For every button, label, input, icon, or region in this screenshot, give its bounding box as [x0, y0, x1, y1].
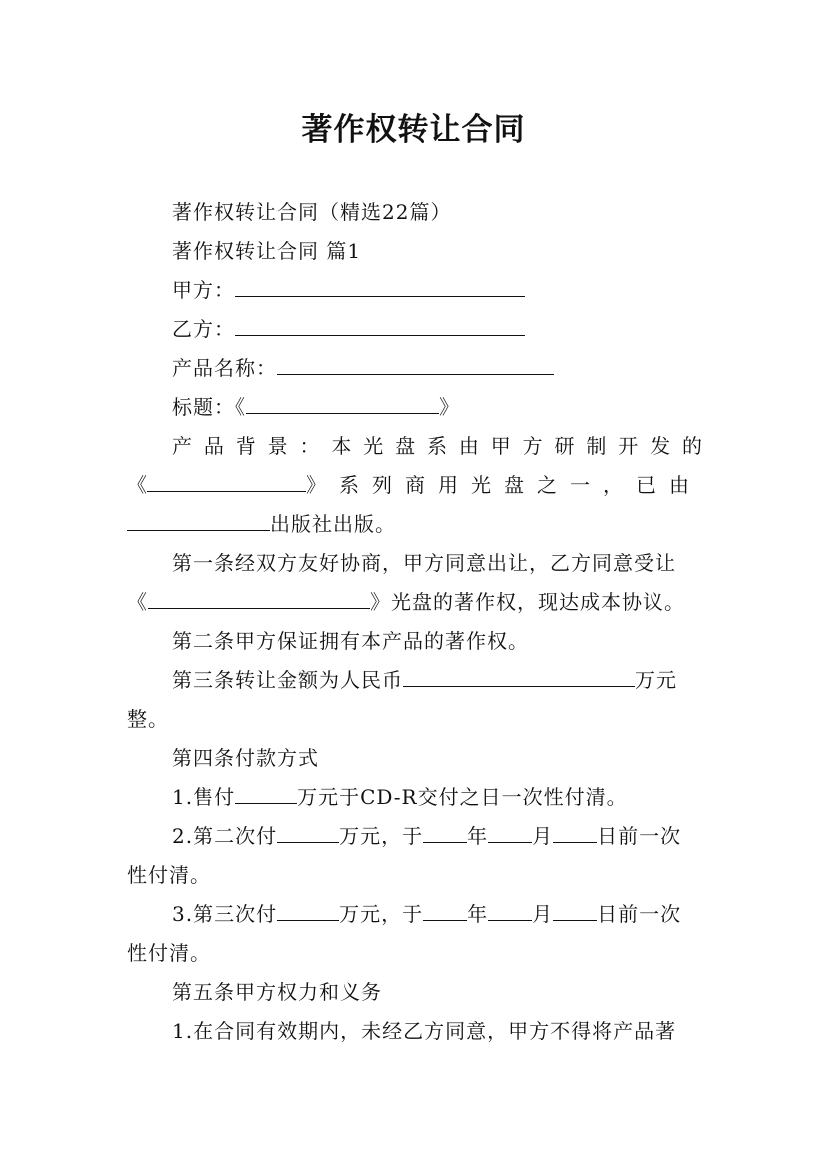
party-a-label: 甲方： — [172, 278, 235, 302]
payment-3-label: 3.第三次付 — [172, 902, 278, 926]
payment-3-day-blank[interactable] — [553, 900, 597, 921]
background-line-2 — [127, 471, 702, 499]
party-b-line — [172, 315, 525, 343]
payment-3-amount-blank[interactable] — [277, 900, 339, 921]
payment-1-label: 1.售付 — [172, 785, 236, 809]
disc-open: 《 — [127, 590, 148, 614]
payment-3-month-blank[interactable] — [488, 900, 532, 921]
heading-title-line — [172, 393, 460, 421]
disc-blank[interactable] — [148, 588, 370, 609]
payment-1-text: 万元于CD-R交付之日一次性付清。 — [297, 785, 628, 809]
heading-title-close: 》 — [439, 395, 460, 419]
party-a-blank[interactable] — [235, 276, 525, 297]
series-text: 》系列商用光盘之一，已由 — [306, 473, 702, 497]
amount-blank[interactable] — [403, 666, 635, 687]
payment-3-year: 年 — [467, 902, 489, 926]
document-title: 著作权转让合同 — [301, 112, 526, 148]
payment-2-line-1 — [172, 822, 681, 850]
payment-3-year-blank[interactable] — [423, 900, 467, 921]
payment-2-text: 万元，于 — [339, 824, 424, 848]
payment-2-year-blank[interactable] — [423, 822, 467, 843]
amount-label: 第三条转让金额为人民币 — [172, 668, 403, 692]
payment-2-day: 日前一次 — [597, 824, 682, 848]
article-2: 第二条甲方保证拥有本产品的著作权。 — [172, 629, 529, 653]
disc-text: 》光盘的著作权，现达成本协议。 — [370, 590, 685, 614]
article-5-heading: 第五条甲方权力和义务 — [172, 980, 382, 1004]
background-line-3 — [127, 510, 396, 538]
payment-2-month: 月 — [532, 824, 554, 848]
product-name-line — [172, 354, 554, 382]
article-3-line-1 — [172, 666, 677, 694]
article-1-line-1: 第一条经双方友好协商，甲方同意出让，乙方同意受让 — [172, 551, 676, 575]
payment-2-amount-blank[interactable] — [277, 822, 339, 843]
payment-2-day-blank[interactable] — [553, 822, 597, 843]
payment-3-month: 月 — [532, 902, 554, 926]
party-a-line — [172, 276, 525, 304]
publisher-blank[interactable] — [127, 510, 270, 531]
product-name-label: 产品名称： — [172, 356, 277, 380]
amount-unit: 万元 — [635, 668, 677, 692]
payment-1-blank[interactable] — [235, 783, 297, 804]
payment-2-year: 年 — [467, 824, 489, 848]
article-4-heading: 第四条付款方式 — [172, 746, 319, 770]
payment-2-line-2: 性付清。 — [127, 863, 211, 887]
party-b-blank[interactable] — [235, 315, 525, 336]
product-name-blank[interactable] — [277, 354, 554, 375]
series-open: 《 — [127, 473, 147, 497]
payment-3-line-1 — [172, 900, 681, 928]
payment-3-day: 日前一次 — [597, 902, 682, 926]
payment-2-label: 2.第二次付 — [172, 824, 278, 848]
series-blank[interactable] — [147, 471, 306, 492]
subtitle-line: 著作权转让合同（精选22篇） — [172, 200, 452, 224]
payment-1-line — [172, 783, 628, 811]
article-3-line-2: 整。 — [127, 707, 169, 731]
section-heading: 著作权转让合同 篇1 — [172, 239, 362, 263]
background-line-1: 产品背景：本光盘系由甲方研制开发的 — [172, 434, 702, 458]
payment-3-text: 万元，于 — [339, 902, 424, 926]
heading-title-blank[interactable] — [246, 393, 439, 414]
party-b-label: 乙方： — [172, 317, 235, 341]
payment-2-month-blank[interactable] — [488, 822, 532, 843]
publisher-text: 出版社出版。 — [270, 512, 396, 536]
article-5-item-1: 1.在合同有效期内，未经乙方同意，甲方不得将产品著 — [172, 1019, 677, 1043]
payment-3-line-2: 性付清。 — [127, 941, 211, 965]
heading-title-label: 标题：《 — [172, 395, 246, 419]
article-1-line-2 — [127, 588, 685, 616]
